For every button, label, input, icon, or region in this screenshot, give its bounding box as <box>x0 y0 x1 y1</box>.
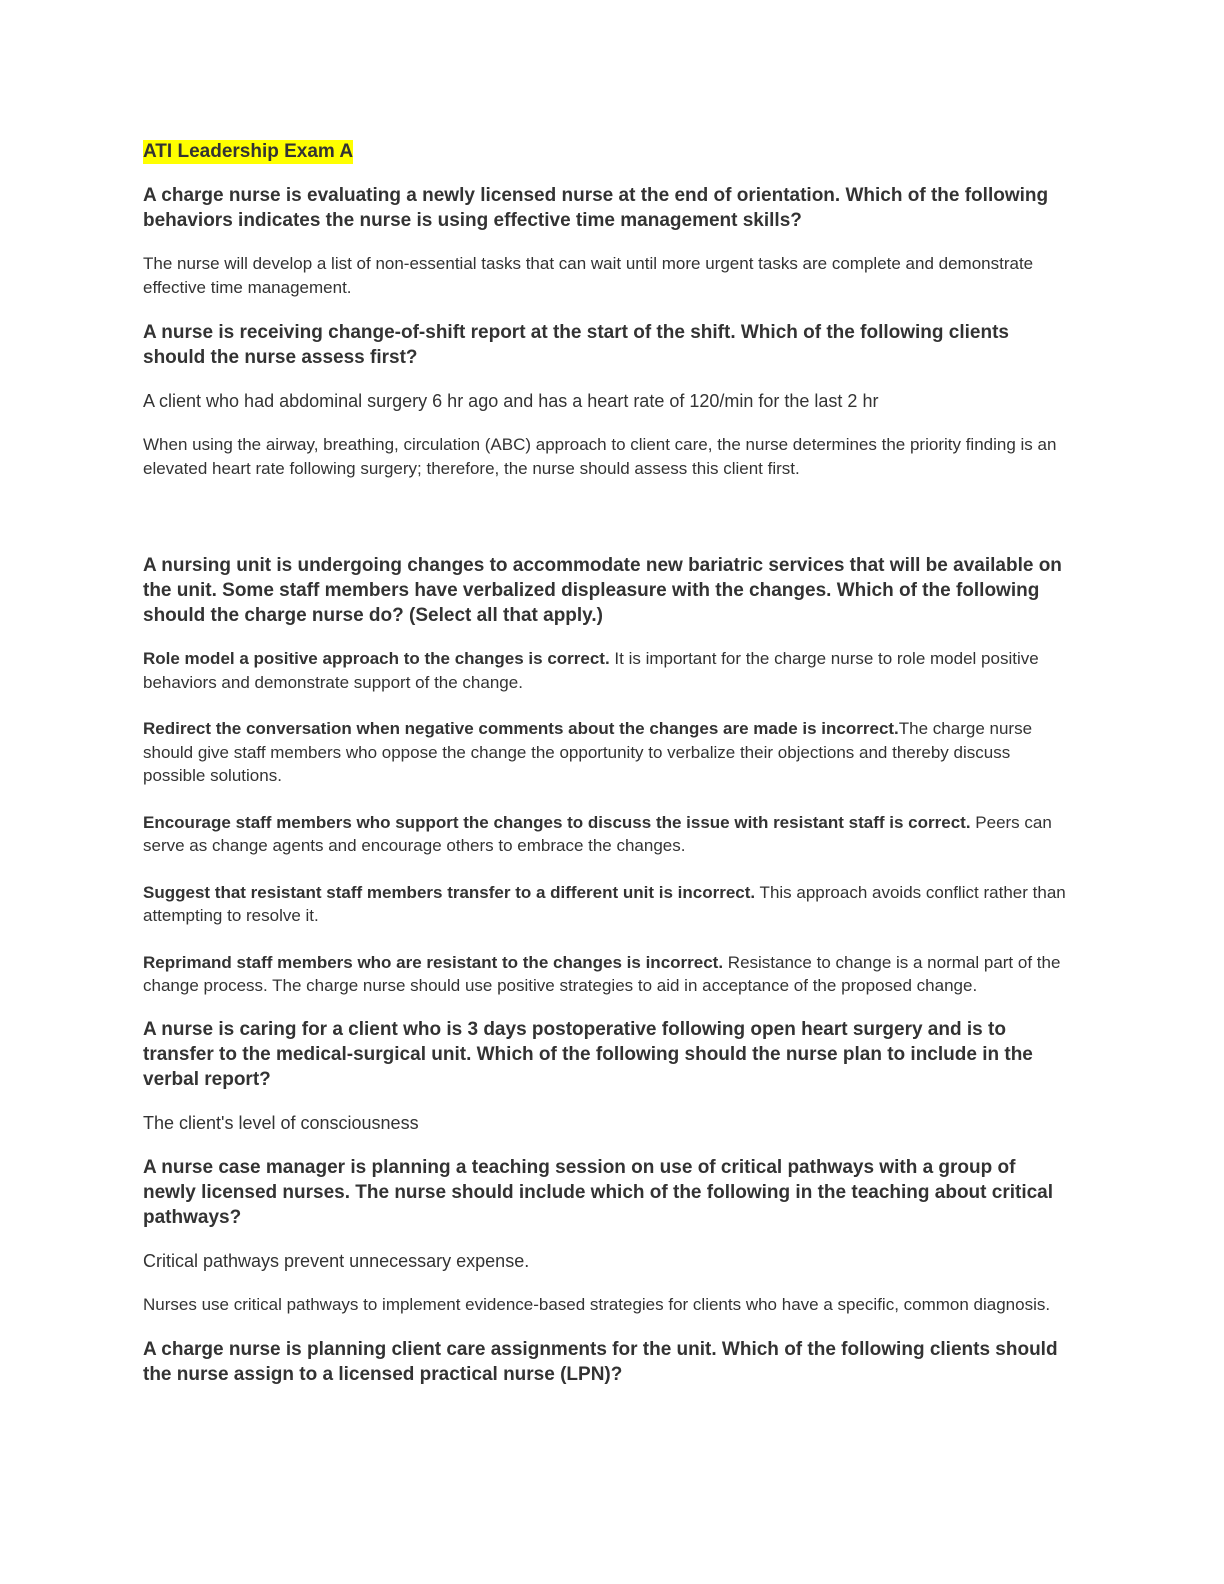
question-1: A charge nurse is evaluating a newly licensed nurse at the end of orientation. Which of the following behaviors indicates the nurse is using effective time management skills? <box>143 185 1049 231</box>
option-3 <box>143 811 1073 858</box>
option-4-explanation: This approach avoids conflict rather than attempting to resolve it. <box>143 882 1066 925</box>
option-5-verdict: Reprimand staff members who are resistant to the changes is incorrect. <box>143 952 724 972</box>
option-1-verdict: Role model a positive approach to the changes is correct. <box>143 649 610 668</box>
document-page <box>143 140 1073 1406</box>
rationale-5: Nurses use critical pathways to implement evidence-based strategies for clients who have a specific, common diagnosis. <box>143 1294 1051 1314</box>
option-2-verdict: Redirect the conversation when negative comments about the changes are made is incorrect. <box>143 719 899 738</box>
option-1 <box>143 647 1073 694</box>
question-4: A nurse is caring for a client who is 3 days postoperative following open heart surgery and is to transfer to the medical-surgical unit. Which of the following should the nurse plan to include in the verbal report? <box>143 1018 1033 1090</box>
document-title: ATI Leadership Exam A <box>143 141 354 162</box>
question-5: A nurse case manager is planning a teaching session on use of critical pathways with a group of newly licensed nurses. The nurse should include which of the following in the teaching about critical pathways? <box>143 1156 1054 1228</box>
option-4 <box>143 881 1073 928</box>
option-2-explanation: The charge nurse should give staff members who oppose the change the opportunity to verbalize their objections and thereby discuss possible solutions. <box>143 719 1033 785</box>
question-3: A nursing unit is undergoing changes to accommodate new bariatric services that will be available on the unit. Some staff members have verbalized displeasure with the changes. Which of the following should the charge nurse do? (Select all that apply.) <box>143 555 1062 626</box>
option-4-verdict: Suggest that resistant staff members transfer to a different unit is incorrect. <box>143 882 756 902</box>
option-2 <box>143 717 1073 788</box>
option-1-explanation: It is important for the charge nurse to role model positive behaviors and demonstrate support of the change. <box>143 649 1039 692</box>
question-2: A nurse is receiving change-of-shift report at the start of the shift. Which of the following clients should the nurse assess first? <box>143 322 1009 368</box>
rationale-1: The nurse will develop a list of non-essential tasks that can wait until more urgent tasks are complete and demonstrate effective time management. <box>143 254 1034 297</box>
option-5 <box>143 951 1073 998</box>
answer-2: A client who had abdominal surgery 6 hr ago and has a heart rate of 120/min for the last 2 hr <box>143 391 879 411</box>
option-3-verdict: Encourage staff members who support the changes to discuss the issue with resistant staff is correct. <box>143 812 971 832</box>
option-5-explanation: Resistance to change is a normal part of the change process. The charge nurse should use positive strategies to aid in acceptance of the proposed change. <box>143 952 1061 995</box>
answer-5: Critical pathways prevent unnecessary expense. <box>143 1250 530 1271</box>
spacer <box>143 501 1073 553</box>
answer-4: The client's level of consciousness <box>143 1112 419 1133</box>
rationale-2: When using the airway, breathing, circulation (ABC) approach to client care, the nurse determines the priority finding is an elevated heart rate following surgery; therefore, the nurse should assess this client first. <box>143 435 1057 478</box>
question-6: A charge nurse is planning client care assignments for the unit. Which of the following clients should the nurse assign to a licensed practical nurse (LPN)? <box>143 1339 1058 1385</box>
option-3-explanation: Peers can serve as change agents and encourage others to embrace the changes. <box>143 812 1052 855</box>
